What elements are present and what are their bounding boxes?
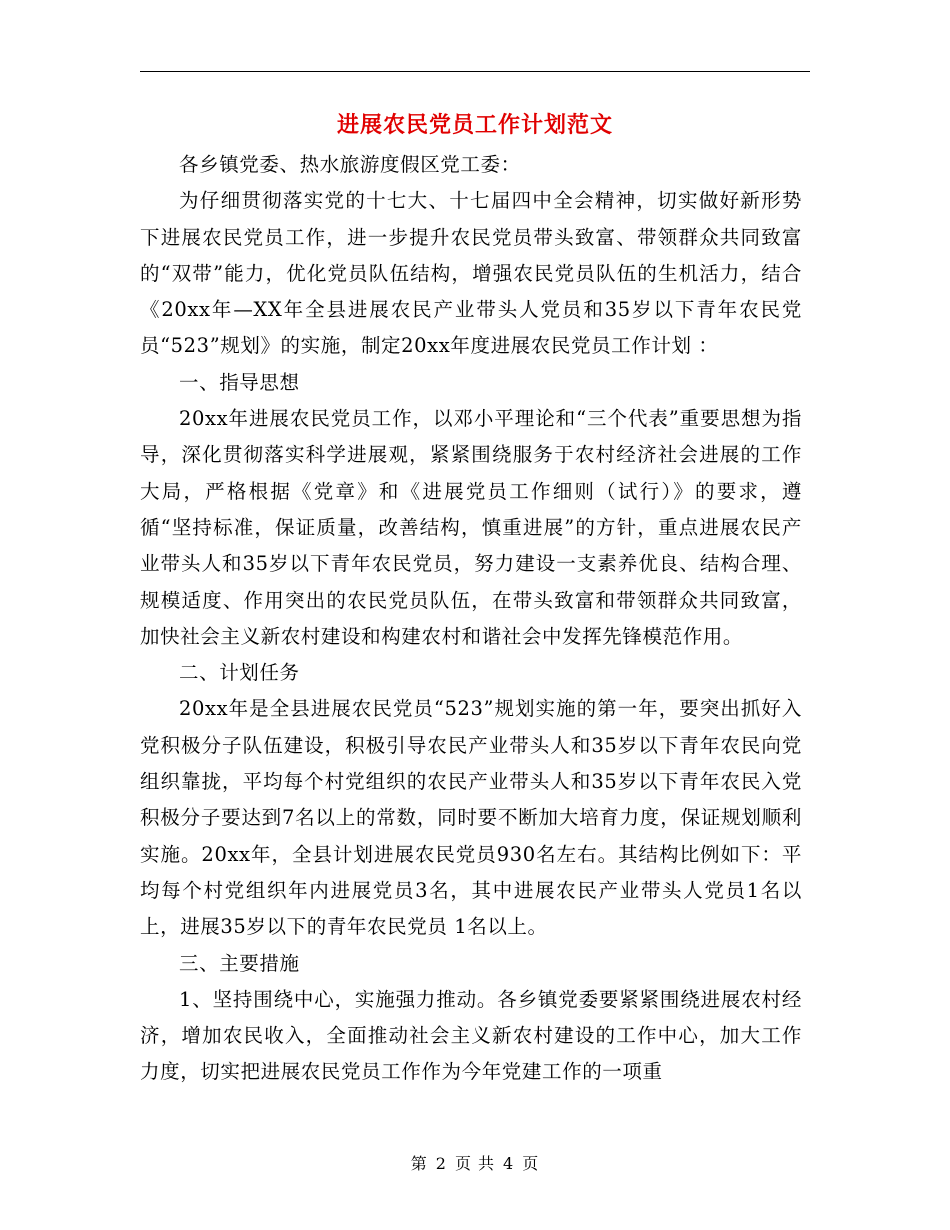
- footer-current-page: 2: [435, 1154, 447, 1173]
- heading-plan-tasks: 二、计划任务: [179, 661, 300, 685]
- document-title: 进展农民党员工作计划范文: [336, 112, 613, 138]
- heading-guiding-ideology: 一、指导思想: [179, 370, 300, 394]
- paragraph-measure-1: 1、坚持围绕中心，实施强力推动。各乡镇党委要紧紧围绕进展农村经济，增加农民收入，全面推动社会主义新农村建设的工作中心，加大工作力度，切实把进展农民党员工作作为今年党建工作的一项重: [140, 987, 802, 1084]
- paragraph-plan-tasks: 20xx年是全县进展农民党员“523”规划实施的第一年，要突出抓好入党积极分子队伍建设，积极引导农民产业带头人和35岁以下青年农民向党组织靠拢，平均每个村党组织的农民产业带头人和35岁以下青年农民入党积极分子要达到7名以上的常数，同时要不断加大培育力度，保证规划顺利实施。20xx年，全县计划进展农民党员930名左右。其结构比例如下：平均每个村党组织年内进展党员3名，其中进展农民产业带头人党员1名以上，进展35岁以下的青年农民党员 1名以上。: [140, 697, 802, 939]
- footer-total-pages: 4: [503, 1154, 515, 1173]
- paragraph-guiding-ideology: 20xx年进展农民党员工作，以邓小平理论和“三个代表”重要思想为指导，深化贯彻落实科学进展观，紧紧围绕服务于农村经济社会进展的工作大局，严格根据《党章》和《进展党员工作细则（试行）》的要求，遵循“坚持标准，保证质量，改善结构，慎重进展”的方针，重点进展农民产业带头人和35岁以下青年农民党员，努力建设一支素养优良、结构合理、规模适度、作用突出的农民党员队伍，在带头致富和带领群众共同致富，加快社会主义新农村建设和构建农村和谐社会中发挥先锋模范作用。: [140, 407, 802, 648]
- heading-main-measures: 三、主要措施: [179, 951, 300, 975]
- paragraph-intro: 为仔细贯彻落实党的十七大、十七届四中全会精神，切实做好新形势下进展农民党员工作，进一步提升农民党员带头致富、带领群众共同致富的“双带”能力，优化党员队伍结构，增强农民党员队伍的生机活力，结合《20xx年—XX年全县进展农民产业带头人党员和35岁以下青年农民党员“523”规划》的实施，制定20xx年度进展农民党员工作计划 ：: [140, 189, 802, 358]
- footer-suffix: 页: [522, 1154, 540, 1173]
- footer-middle: 页 共: [454, 1154, 496, 1173]
- page-footer: [0, 1151, 950, 1174]
- paragraph-salutation: 各乡镇党委、热水旅游度假区党工委：: [179, 153, 521, 176]
- document-body: [140, 147, 802, 1091]
- footer-prefix: 第: [410, 1154, 428, 1173]
- header-rule: [140, 71, 810, 72]
